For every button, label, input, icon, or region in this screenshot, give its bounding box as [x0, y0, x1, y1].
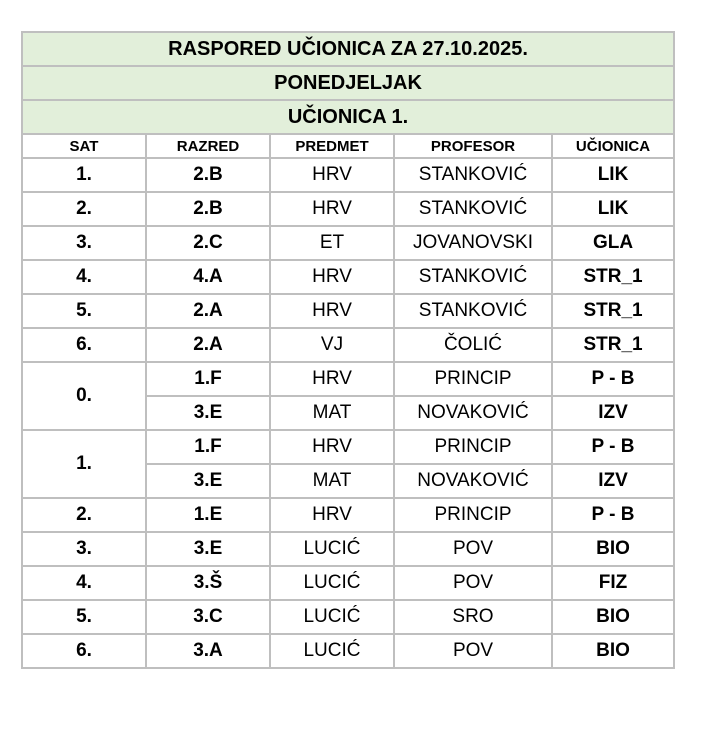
header-predmet: PREDMET — [270, 134, 394, 158]
cell-razred: 1.E — [146, 498, 270, 532]
cell-sat: 5. — [22, 600, 146, 634]
table-row — [22, 498, 674, 532]
cell-profesor: ČOLIĆ — [394, 328, 552, 362]
cell-razred: 3.Š — [146, 566, 270, 600]
cell-razred: 2.C — [146, 226, 270, 260]
cell-profesor: STANKOVIĆ — [394, 192, 552, 226]
cell-predmet: HRV — [270, 362, 394, 396]
schedule-title: RASPORED UČIONICA ZA 27.10.2025. — [22, 32, 674, 66]
cell-ucionica: STR_1 — [552, 328, 674, 362]
cell-ucionica: P - B — [552, 498, 674, 532]
header-ucionica: UČIONICA — [552, 134, 674, 158]
cell-ucionica: STR_1 — [552, 260, 674, 294]
cell-predmet: HRV — [270, 430, 394, 464]
cell-razred: 2.B — [146, 192, 270, 226]
cell-predmet: LUCIĆ — [270, 634, 394, 668]
table-row — [22, 362, 674, 396]
cell-predmet: VJ — [270, 328, 394, 362]
cell-ucionica: LIK — [552, 158, 674, 192]
table-row — [22, 566, 674, 600]
cell-profesor: POV — [394, 634, 552, 668]
cell-razred: 4.A — [146, 260, 270, 294]
cell-profesor: STANKOVIĆ — [394, 158, 552, 192]
cell-profesor: POV — [394, 532, 552, 566]
cell-razred: 2.A — [146, 294, 270, 328]
cell-profesor: PRINCIP — [394, 498, 552, 532]
cell-razred: 1.F — [146, 430, 270, 464]
table-row — [22, 158, 674, 192]
cell-sat: 0. — [22, 362, 146, 430]
table-row — [22, 260, 674, 294]
cell-ucionica: BIO — [552, 532, 674, 566]
table-row — [22, 328, 674, 362]
cell-razred: 3.E — [146, 396, 270, 430]
cell-ucionica: P - B — [552, 362, 674, 396]
cell-razred: 3.E — [146, 532, 270, 566]
cell-ucionica: IZV — [552, 396, 674, 430]
cell-profesor: STANKOVIĆ — [394, 294, 552, 328]
cell-predmet: HRV — [270, 192, 394, 226]
cell-ucionica: IZV — [552, 464, 674, 498]
table-row — [22, 294, 674, 328]
cell-predmet: MAT — [270, 464, 394, 498]
header-row — [22, 134, 674, 158]
cell-sat: 2. — [22, 192, 146, 226]
cell-ucionica: LIK — [552, 192, 674, 226]
cell-profesor: NOVAKOVIĆ — [394, 464, 552, 498]
table-row — [22, 226, 674, 260]
cell-sat: 4. — [22, 566, 146, 600]
header-razred: RAZRED — [146, 134, 270, 158]
classroom-title: UČIONICA 1. — [22, 100, 674, 134]
schedule-table — [21, 31, 675, 669]
cell-sat: 4. — [22, 260, 146, 294]
cell-profesor: STANKOVIĆ — [394, 260, 552, 294]
cell-predmet: ET — [270, 226, 394, 260]
cell-ucionica: P - B — [552, 430, 674, 464]
cell-sat: 3. — [22, 532, 146, 566]
cell-predmet: HRV — [270, 498, 394, 532]
cell-predmet: LUCIĆ — [270, 566, 394, 600]
cell-razred: 2.A — [146, 328, 270, 362]
cell-profesor: PRINCIP — [394, 430, 552, 464]
cell-ucionica: BIO — [552, 600, 674, 634]
cell-razred: 3.C — [146, 600, 270, 634]
header-sat: SAT — [22, 134, 146, 158]
cell-ucionica: FIZ — [552, 566, 674, 600]
cell-profesor: SRO — [394, 600, 552, 634]
cell-razred: 3.A — [146, 634, 270, 668]
cell-razred: 2.B — [146, 158, 270, 192]
cell-sat: 5. — [22, 294, 146, 328]
cell-razred: 1.F — [146, 362, 270, 396]
cell-predmet: HRV — [270, 158, 394, 192]
cell-sat: 6. — [22, 634, 146, 668]
cell-sat: 6. — [22, 328, 146, 362]
table-row — [22, 430, 674, 464]
cell-sat: 2. — [22, 498, 146, 532]
header-profesor: PROFESOR — [394, 134, 552, 158]
table-row — [22, 600, 674, 634]
table-row — [22, 192, 674, 226]
cell-profesor: PRINCIP — [394, 362, 552, 396]
cell-predmet: MAT — [270, 396, 394, 430]
cell-ucionica: GLA — [552, 226, 674, 260]
table-row — [22, 634, 674, 668]
table-row — [22, 532, 674, 566]
cell-profesor: POV — [394, 566, 552, 600]
cell-profesor: JOVANOVSKI — [394, 226, 552, 260]
cell-profesor: NOVAKOVIĆ — [394, 396, 552, 430]
cell-sat: 3. — [22, 226, 146, 260]
cell-sat: 1. — [22, 158, 146, 192]
cell-razred: 3.E — [146, 464, 270, 498]
cell-predmet: HRV — [270, 294, 394, 328]
cell-predmet: LUCIĆ — [270, 600, 394, 634]
cell-sat: 1. — [22, 430, 146, 498]
day-title: PONEDJELJAK — [22, 66, 674, 100]
cell-predmet: HRV — [270, 260, 394, 294]
cell-ucionica: STR_1 — [552, 294, 674, 328]
cell-ucionica: BIO — [552, 634, 674, 668]
cell-predmet: LUCIĆ — [270, 532, 394, 566]
